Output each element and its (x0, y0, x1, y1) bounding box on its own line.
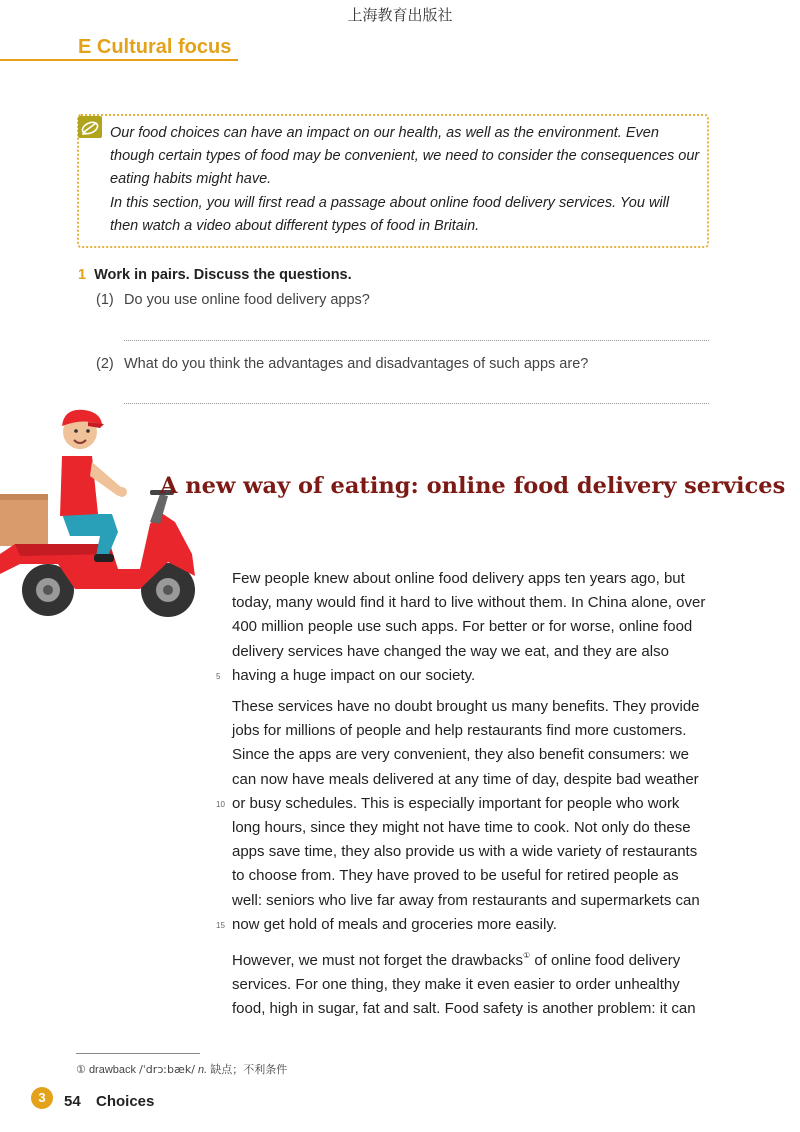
article-paragraph-3 (232, 944, 707, 1022)
delivery-scooter-illustration (0, 404, 200, 624)
task-instruction-text: Work in pairs. Discuss the questions. (94, 267, 352, 283)
line-number: 10 (216, 800, 225, 809)
question-text: What do you think the advantages and disadvantages of such apps are? (124, 356, 589, 372)
footnote-pronunciation: /ˈdrɔːbæk/ (139, 1063, 195, 1076)
question-2 (96, 356, 588, 372)
paragraph-text: of online food delivery services. For one thing, they make it even easier to order unhealthy food, high in sugar, fat and salt. Food safety is another problem: it can (232, 952, 696, 1018)
footnote-meaning: 缺点；不利条件 (210, 1064, 288, 1076)
pen-icon (78, 116, 102, 138)
task-number: 1 (78, 267, 87, 283)
unit-title: Choices (96, 1093, 155, 1110)
line-number: 15 (216, 921, 225, 930)
question-number: (1) (96, 292, 114, 308)
task-1-instruction (78, 267, 352, 283)
paragraph-text: However, we must not forget the drawbacks (232, 952, 523, 969)
answer-line-1[interactable] (124, 340, 709, 341)
section-title: E Cultural focus (78, 36, 232, 58)
page-number: 54 (64, 1093, 81, 1110)
line-number: 5 (216, 672, 221, 681)
focus-intro-paragraph: Our food choices can have an impact on our health, as well as the environment. Even though certain types of food may be convenient, we need to consider the consequences our eating habits might have. (110, 125, 700, 187)
footnote-word: drawback (88, 1064, 137, 1076)
article-title: A new way of eating: online food delivery services (160, 473, 786, 499)
question-text: Do you use online food delivery apps? (124, 292, 370, 308)
unit-number-badge: 3 (31, 1087, 53, 1109)
footnote-part-of-speech: n. (197, 1064, 208, 1076)
footnote (76, 1061, 287, 1077)
section-title-underline (0, 59, 238, 61)
publisher-header: 上海教育出版社 (347, 6, 453, 24)
footnote-reference[interactable]: ① (522, 951, 531, 960)
question-number: (2) (96, 356, 114, 372)
article-paragraph-1: Few people knew about online food delivery apps ten years ago, but today, many would find it hard to live without them. In China alone, over 400 million people use such apps. For better or for worse, online food delivery services have changed the way we eat, and they are also having a huge impact on our society. (232, 570, 706, 684)
article-paragraph-2: These services have no doubt brought us many benefits. They provide jobs for millions of people and help restaurants find more customers. Since the apps are very convenient, they also benefit consumers: we can now have meals delivered at any time of day, despite bad weather or busy schedules. This is especially important for people who work long hours, since they might not have time to cook. Not only do these apps save time, they also provide us with a wide variety of restaurants to choose from. They have proved to be useful for retired people as well: seniors who live far away from restaurants and supermarkets can now get hold of meals and groceries more easily. (232, 698, 700, 933)
answer-line-2[interactable] (124, 403, 709, 404)
footnote-divider (76, 1053, 200, 1054)
focus-section-paragraph: In this section, you will first read a passage about online food delivery services. You will then watch a video about different types of food in Britain. (110, 195, 670, 234)
question-1 (96, 292, 370, 308)
footnote-mark: ① (76, 1064, 86, 1076)
